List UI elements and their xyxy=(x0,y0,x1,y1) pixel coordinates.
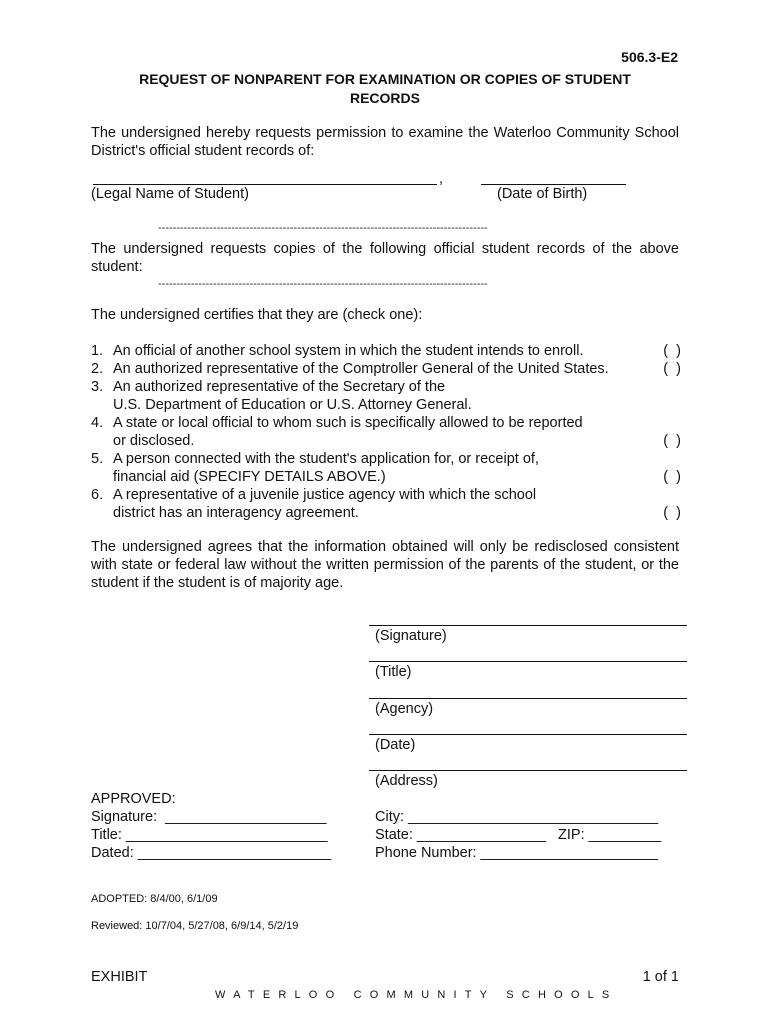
option-checkbox xyxy=(645,378,681,414)
option-text: A person connected with the student's application for, or receipt of, xyxy=(113,451,539,467)
legal-name-label: (Legal Name of Student) xyxy=(91,186,249,202)
name-comma: , xyxy=(439,171,444,187)
intro-paragraph: The undersigned hereby requests permission to examine the Waterloo Community School District's official student records of: xyxy=(91,125,679,159)
option-6 xyxy=(91,486,681,522)
option-text: A state or local official to whom such is specifically allowed to be reported xyxy=(113,415,583,431)
option-text: U.S. Department of Education or U.S. Attorney General. xyxy=(113,397,472,413)
option-number: 4. xyxy=(91,415,104,431)
date-line[interactable] xyxy=(369,734,687,735)
option-text: A representative of a juvenile justice agency with which the school xyxy=(113,487,537,503)
dash-divider-top: ------------------------------------------------------------------------------------------ xyxy=(158,222,488,234)
approved-dated-field[interactable]: Dated: ________________________ xyxy=(91,845,332,861)
title-label: (Title) xyxy=(375,664,412,680)
copies-paragraph: The undersigned requests copies of the following official student records of the above student: xyxy=(91,241,679,275)
date-label: (Date) xyxy=(375,737,416,753)
agreement-paragraph: The undersigned agrees that the information obtained will only be redisclosed consistent with state or federal law without the written permission of the parents of the student, or the student if the student is of majority age. xyxy=(91,539,679,591)
option-checkbox[interactable]: ( ) xyxy=(663,361,681,377)
document-code: 506.3-E2 xyxy=(621,49,678,65)
approved-title-field[interactable]: Title: _________________________ xyxy=(91,827,328,843)
document-title xyxy=(91,70,679,108)
title-line-1: REQUEST OF NONPARENT FOR EXAMINATION OR COPIES OF STUDENT xyxy=(139,71,631,87)
option-number: 5. xyxy=(91,451,104,467)
option-checkbox[interactable]: ( ) xyxy=(663,433,681,449)
legal-name-line[interactable] xyxy=(93,183,437,185)
address-label: (Address) xyxy=(375,773,438,789)
option-3 xyxy=(91,378,681,414)
option-text: or disclosed. xyxy=(113,433,195,449)
dob-label: (Date of Birth) xyxy=(497,186,588,202)
options-list xyxy=(91,342,681,522)
reviewed-dates: Reviewed: 10/7/04, 5/27/08, 6/9/14, 5/2/19 xyxy=(91,920,299,932)
dash-divider-bottom: ------------------------------------------------------------------------------------------ xyxy=(158,278,488,290)
address-line[interactable] xyxy=(369,770,687,771)
approved-signature-field[interactable]: Signature: ____________________ xyxy=(91,809,327,825)
option-number: 3. xyxy=(91,379,104,395)
title-line-2: RECORDS xyxy=(349,90,420,106)
option-checkbox[interactable]: ( ) xyxy=(663,505,681,521)
exhibit-label: EXHIBIT xyxy=(91,969,148,985)
option-text: district has an interagency agreement. xyxy=(113,505,359,521)
agency-line[interactable] xyxy=(369,698,687,699)
page-number: 1 of 1 xyxy=(642,969,679,985)
dob-line[interactable] xyxy=(481,183,626,185)
title-line[interactable] xyxy=(369,661,687,662)
agency-label: (Agency) xyxy=(375,701,434,717)
option-4 xyxy=(91,414,681,450)
option-number: 6. xyxy=(91,487,104,503)
approved-heading: APPROVED: xyxy=(91,791,176,807)
city-field[interactable]: City: _______________________________ xyxy=(375,809,659,825)
option-number: 1. xyxy=(91,343,104,359)
phone-field[interactable]: Phone Number: ______________________ xyxy=(375,845,658,861)
signature-label: (Signature) xyxy=(375,628,447,644)
adopted-dates: ADOPTED: 8/4/00, 6/1/09 xyxy=(91,893,218,905)
option-1 xyxy=(91,342,681,360)
signature-line[interactable] xyxy=(369,625,687,626)
option-checkbox[interactable]: ( ) xyxy=(663,343,681,359)
option-number: 2. xyxy=(91,361,104,377)
state-zip-field[interactable]: State: ________________ ZIP: _________ xyxy=(375,827,662,843)
option-checkbox[interactable]: ( ) xyxy=(663,469,681,485)
option-text: An authorized representative of the Comptroller General of the United States. xyxy=(113,361,609,377)
option-2 xyxy=(91,360,681,378)
option-text: An official of another school system in which the student intends to enroll. xyxy=(113,343,584,359)
organization-footer: WATERLOO COMMUNITY SCHOOLS xyxy=(215,989,618,1001)
option-5 xyxy=(91,450,681,486)
option-text: An authorized representative of the Secretary of the xyxy=(113,379,446,395)
certify-paragraph: The undersigned certifies that they are (check one): xyxy=(91,307,423,323)
option-text: financial aid (SPECIFY DETAILS ABOVE.) xyxy=(113,469,386,485)
